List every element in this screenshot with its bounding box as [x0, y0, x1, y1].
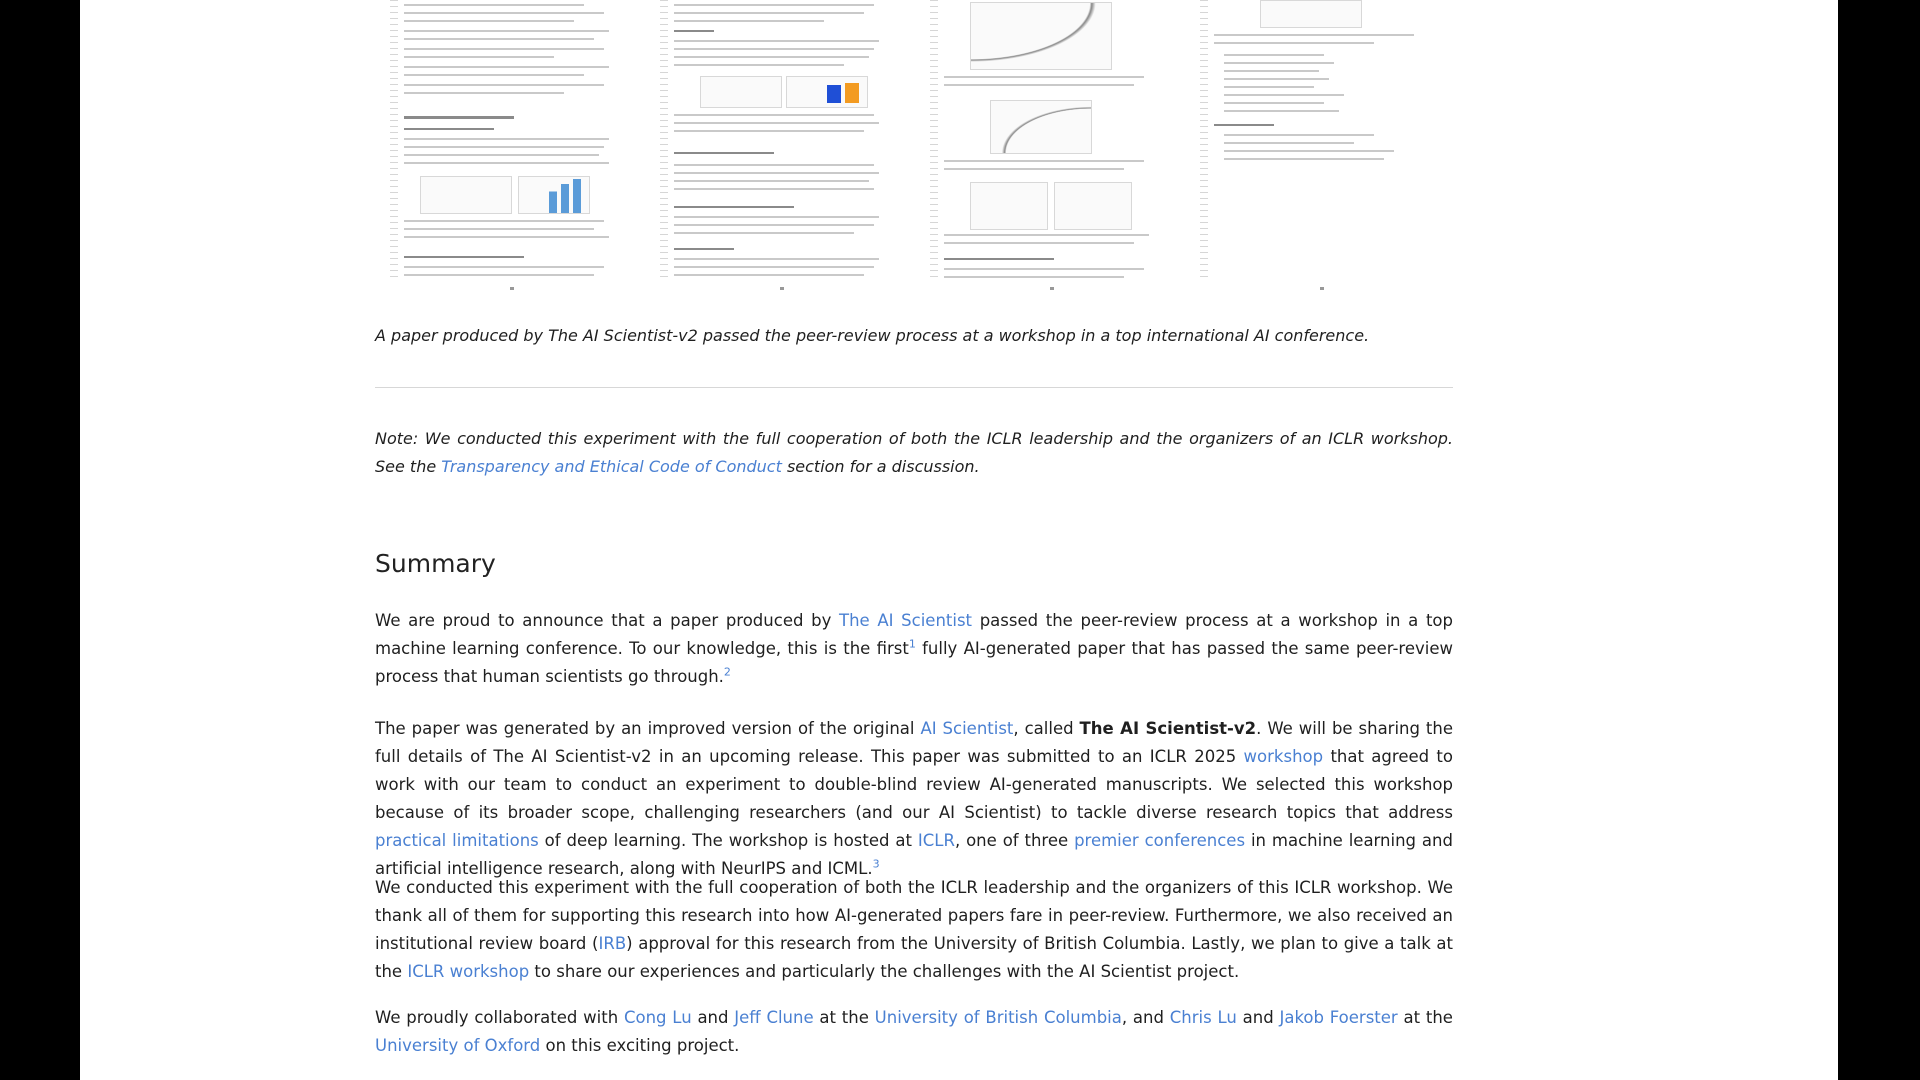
paper-pages-image [390, 0, 1510, 295]
jeff-clune-link[interactable]: Jeff Clune [734, 1008, 814, 1027]
jakob-foerster-link[interactable]: Jakob Foerster [1279, 1008, 1398, 1027]
iclr-workshop-link[interactable]: ICLR workshop [407, 962, 530, 981]
chris-lu-link[interactable]: Chris Lu [1169, 1008, 1237, 1027]
paper-page-thumbnail [930, 0, 1170, 292]
footnote-1-link[interactable]: 1 [908, 637, 916, 651]
summary-paragraph-1: We are proud to announce that a paper produced by The AI Scientist passed the peer-review process at a workshop in a top machine learning conference. To our knowledge, this is the first$^1$ fully AI-generated paper that has passed the same peer-review process that human scientists go through.$^2$ [375, 611, 1453, 686]
divider [375, 387, 1453, 388]
ubc-link[interactable]: University of British Columbia [874, 1008, 1122, 1027]
paper-page-thumbnail [390, 0, 630, 292]
paper-page-thumbnail [1200, 0, 1440, 292]
oxford-link[interactable]: University of Oxford [375, 1036, 541, 1055]
article-page [80, 0, 1838, 1080]
note-text-end: section for a discussion. [781, 457, 980, 476]
irb-link[interactable]: IRB [598, 934, 627, 953]
ai-scientist-link[interactable]: The AI Scientist [839, 611, 973, 630]
summary-paragraph-2: The paper was generated by an improved version of the original AI Scientist, called The AI Scientist-v2. We will be sharing the full details of The AI Scientist-v2 in an upcoming release. This paper was submitted to an ICLR 2025 workshop that agreed to work with our team to conduct an experiment to double-blind review AI-generated manuscripts. We selected this workshop because of its broader scope, challenging researchers (and our AI Scientist) to tackle diverse research topics that address practical limitations of deep learning. The workshop is hosted at ICLR, one of three premier conferences in machine learning and artificial intelligence research, along with NeurIPS and ICML.$^3$ [375, 719, 1454, 878]
iclr-link[interactable]: ICLR [917, 831, 955, 850]
note-text: Note: We conducted this experiment with the full cooperation of both the ICLR leadership and the organizers of an ICLR workshop. See the [375, 429, 1453, 476]
note-paragraph [375, 425, 1453, 481]
summary-paragraph-4: We proudly collaborated with Cong Lu and Jeff Clune at the University of British Columbia, and Chris Lu and Jakob Foerster at the University of Oxford on this exciting project. [375, 1008, 1453, 1055]
practical-limitations-link[interactable]: practical limitations [375, 831, 539, 850]
workshop-link[interactable]: workshop [1243, 747, 1324, 766]
summary-heading: Summary [375, 549, 496, 578]
paper-page-thumbnail [660, 0, 900, 292]
cong-lu-link[interactable]: Cong Lu [623, 1008, 692, 1027]
ai-scientist-v2-name: The AI Scientist-v2 [1079, 719, 1257, 738]
summary-paragraph-3: We conducted this experiment with the full cooperation of both the ICLR leadership and the organizers of this ICLR workshop. We thank all of them for supporting this research into how AI-generated papers fare in peer-review. Furthermore, we also received an institutional review board (IRB) approval for this research from the University of British Columbia. Lastly, we plan to give a talk at the ICLR workshop to share our experiences and particularly the challenges with the AI Scientist project. [375, 878, 1453, 981]
premier-conferences-link[interactable]: premier conferences [1074, 831, 1246, 850]
original-ai-scientist-link[interactable]: AI Scientist [920, 719, 1014, 738]
footnote-3-link[interactable]: 3 [872, 857, 880, 871]
image-caption: A paper produced by The AI Scientist-v2 passed the peer-review process at a workshop in a top international AI conference. [375, 326, 1370, 345]
footnote-2-link[interactable]: 2 [723, 665, 731, 679]
transparency-ethics-link[interactable]: Transparency and Ethical Code of Conduct [441, 457, 782, 476]
